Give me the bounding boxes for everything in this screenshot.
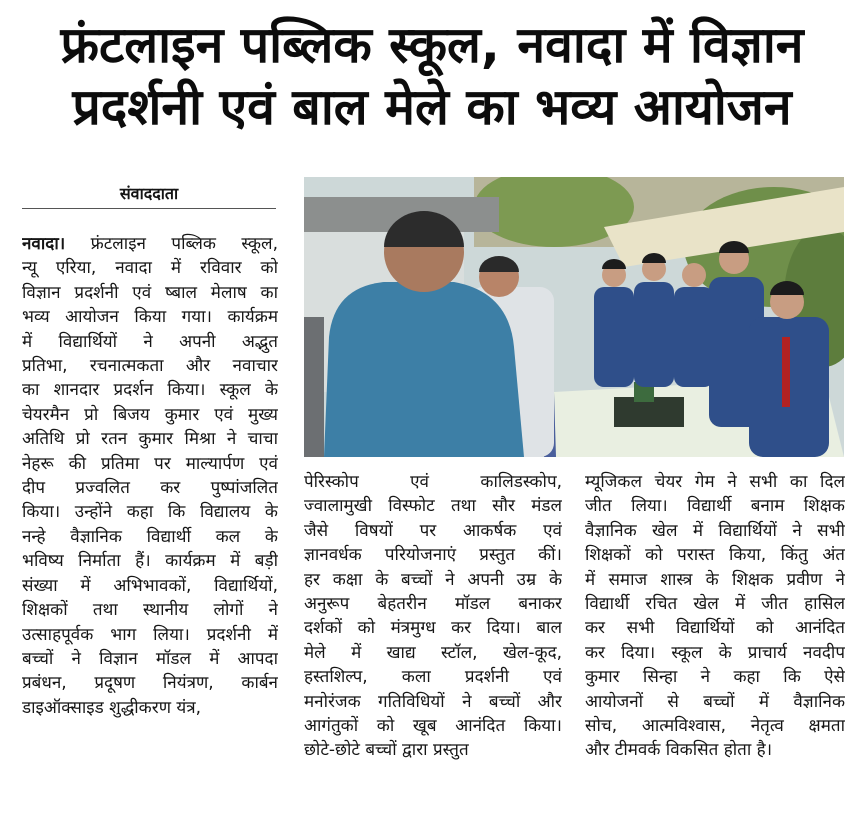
- article-line: नन्हे वैज्ञानिक विद्यार्थी कल के: [22, 526, 278, 547]
- article-column-1: [22, 232, 278, 720]
- article-line: छोटे-छोटे बच्चों द्वारा प्रस्तुत: [304, 740, 469, 761]
- article-line: प्रतिभा, रचनात्मकता और नवाचार: [22, 356, 278, 377]
- headline-line-2: प्रदर्शनी एवं बाल मेले का भव्य आयोजन: [72, 78, 792, 136]
- article-line: उत्साहपूर्वक भाग लिया। प्रदर्शनी में: [22, 624, 278, 645]
- article-line: में विद्यार्थियों ने अपनी अद्भुत: [22, 331, 278, 352]
- article-line: अतिथि प्रो रतन कुमार मिश्रा ने चाचा: [22, 429, 278, 450]
- article-line: विद्यार्थी रचित खेल में जीत हासिल: [585, 594, 845, 615]
- article-line: दर्शकों को मंत्रमुग्ध कर दिया। बाल: [304, 618, 562, 639]
- byline: संवाददाता: [22, 182, 276, 209]
- photo-illustration: [304, 177, 844, 457]
- article-line: न्यू एरिया, नवादा में रविवार को: [22, 258, 278, 279]
- article-line: चेयरमैन प्रो बिजय कुमार एवं मुख्य: [22, 404, 278, 425]
- article-line: हस्तशिल्प, कला प्रदर्शनी एवं: [304, 667, 562, 688]
- exhibition-photo: [304, 177, 844, 457]
- article-line: सोच, आत्मविश्वास, नेतृत्व क्षमता: [585, 716, 845, 737]
- article-line: संख्या में अभिभावकों, विद्यार्थियों,: [22, 575, 278, 596]
- article-line: ज्वालामुखी विस्फोट तथा सौर मंडल: [304, 496, 562, 517]
- article-line: भव्य आयोजन किया गया। कार्यक्रम: [22, 307, 278, 328]
- headline-line-1: फ्रंटलाइन पब्लिक स्कूल, नवादा में विज्ञान: [60, 16, 804, 74]
- article-line: आयोजनों से बच्चों में वैज्ञानिक: [585, 691, 845, 712]
- article-line: शिक्षकों तथा स्थानीय लोगों ने: [22, 600, 278, 621]
- article-line: कुमार सिन्हा ने कहा कि ऐसे: [585, 667, 845, 688]
- article-line: में समाज शास्त्र के शिक्षक प्रवीण ने: [585, 569, 845, 590]
- article-line: बच्चों ने विज्ञान मॉडल में आपदा: [22, 648, 278, 669]
- article-line: नवादा। फ्रंटलाइन पब्लिक स्कूल,: [22, 234, 278, 254]
- article-line: कर दिया। स्कूल के प्राचार्य नवदीप: [585, 642, 845, 663]
- article-line: डाइऑक्साइड शुद्धीकरण यंत्र,: [22, 697, 202, 718]
- article-line: अनुरूप बेहतरीन मॉडल बनाकर: [304, 594, 562, 615]
- article-line: किया। उन्होंने कहा कि विद्यालय के: [22, 502, 278, 523]
- article-line: प्रबंधन, प्रदूषण नियंत्रण, कार्बन: [22, 673, 278, 694]
- article-column-3: [585, 470, 845, 763]
- article-line: कर सभी विद्यार्थियों को आनंदित: [585, 618, 845, 639]
- article-line: दीप प्रज्वलित कर पुष्पांजलित: [22, 478, 278, 499]
- article-line: और टीमवर्क विकसित होता है।: [585, 740, 773, 761]
- article-line: नेहरू की प्रतिमा पर माल्यार्पण एवं: [22, 453, 278, 474]
- article-line: शिक्षकों को परास्त किया, किंतु अंत: [585, 545, 845, 566]
- article-line: वैज्ञानिक खेल में विद्यार्थियों ने सभी: [585, 520, 845, 541]
- article-line: पेरिस्कोप एवं कालिडस्कोप,: [304, 472, 562, 492]
- article-line: जैसे विषयों पर आकर्षक एवं: [304, 520, 562, 541]
- article-line: ज्ञानवर्धक परियोजनाएं प्रस्तुत कीं।: [304, 545, 562, 566]
- article-line: हर कक्षा के बच्चों ने अपनी उम्र के: [304, 569, 562, 590]
- headline: [10, 14, 854, 138]
- article-line: विज्ञान प्रदर्शनी एवं ष्बाल मेलाष का: [22, 282, 278, 303]
- article-column-2: [304, 470, 562, 763]
- article-line: म्यूजिकल चेयर गेम ने सभी का दिल: [585, 472, 845, 492]
- article-line: मेले में खाद्य स्टॉल, खेल-कूद,: [304, 642, 562, 663]
- article-line: आगंतुकों को खूब आनंदित किया।: [304, 716, 562, 737]
- article-line: जीत लिया। विद्यार्थी बनाम शिक्षक: [585, 496, 845, 517]
- article-line: का शानदार प्रदर्शन किया। स्कूल के: [22, 380, 278, 401]
- dateline: नवादा।: [22, 234, 66, 254]
- article-line: भविष्य निर्माता हैं। कार्यक्रम में बड़ी: [22, 551, 278, 572]
- article-line: मनोरंजक गतिविधियों ने बच्चों और: [304, 691, 562, 712]
